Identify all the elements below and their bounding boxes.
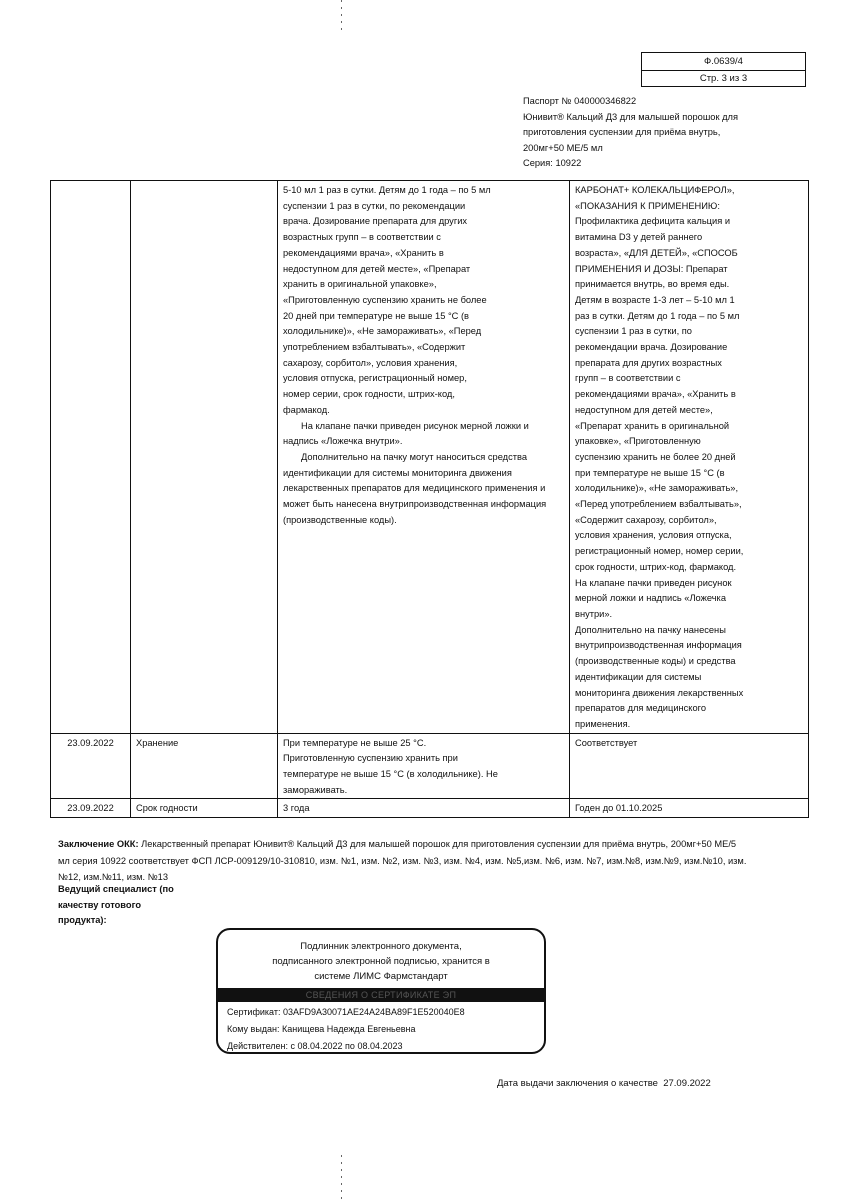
certificate-validity: Действителен: с 08.04.2022 по 08.04.2023 (227, 1041, 403, 1051)
result-cell: Годен до 01.10.2025 (570, 799, 809, 818)
certificate-details (227, 1004, 465, 1054)
certificate-band: СВЕДЕНИЯ О СЕРТИФИКАТЕ ЭП (218, 988, 544, 1002)
product-name-line: приготовления суспензии для приёма внутрь, (523, 127, 721, 138)
signature-notice-line: системе ЛИМС Фармстандарт (314, 971, 448, 982)
signature-notice (218, 939, 544, 984)
text-line: «ПОКАЗАНИЯ К ПРИМЕНЕНИЮ: (575, 200, 720, 211)
text-line: «Перед употреблением взбалтывать», (575, 499, 742, 510)
passport-header (523, 94, 793, 172)
issue-date (497, 1078, 711, 1089)
indicator-cell: Срок годности (131, 799, 278, 818)
text-line: употреблением взбалтывать», «Содержит (283, 342, 466, 353)
text-line: «Препарат хранить в оригинальной (575, 420, 730, 431)
text-line: условия отпуска, регистрационный номер, (283, 373, 467, 384)
requirement-text (283, 183, 564, 419)
specialist-label (58, 882, 198, 929)
text-line: суспензии 1 раз в сутки, по (575, 326, 692, 337)
text-line: сахарозу, сорбитол», условия хранения, (283, 357, 458, 368)
text-line: регистрационный номер, номер серии, (575, 546, 744, 557)
requirement-cell (278, 181, 570, 734)
text-line: упаковке», «Приготовленную (575, 436, 701, 447)
text-line: возрастных групп – в соответствии с (283, 232, 441, 243)
requirement-text (283, 801, 564, 817)
table-row (51, 733, 809, 799)
date-cell (51, 181, 131, 734)
text-line: Дополнительно на пачку нанесены (575, 624, 726, 635)
requirement-paragraph: Дополнительно на пачку могут наноситься средства идентификации для системы мониторинга движения лекарственных препаратов для медицинского применения и может быть нанесена внутрипроизводственная информация (производственные коды). (283, 451, 547, 525)
text-line: мерной ложки и надпись «Ложечка (575, 593, 726, 604)
text-line: хранить в оригинальной упаковке», (283, 279, 437, 290)
batch-series: Серия: 10922 (523, 158, 582, 169)
text-line: ПРИМЕНЕНИЯ И ДОЗЫ: Препарат (575, 263, 728, 274)
indicator-cell: Хранение (131, 733, 278, 799)
text-line: раз в сутки. Детям до 1 года – по 5 мл (575, 310, 740, 321)
text-line: 5-10 мл 1 раз в сутки. Детям до 1 года – по 5 мл (283, 185, 491, 195)
table-row (51, 799, 809, 818)
fold-mark-bottom (341, 1155, 342, 1200)
text-line: возраста», «ДЛЯ ДЕТЕЙ», «СПОСОБ (575, 247, 738, 258)
conclusion (58, 836, 748, 886)
text-line: рекомендациями врача», «Хранить в (283, 247, 444, 258)
text-line: принимается внутрь, во время еды. (575, 279, 730, 290)
text-line: недоступном для детей месте», «Препарат (283, 263, 471, 274)
issue-date-value: 27.09.2022 (663, 1078, 711, 1089)
text-line: «Приготовленную суспензию хранить не более (283, 294, 487, 305)
text-line: суспензии 1 раз в сутки, по рекомендации (283, 200, 466, 211)
text-line: КАРБОНАТ+ КОЛЕКАЛЬЦИФЕРОЛ», (575, 185, 735, 195)
text-line: рекомендации врача. Дозирование (575, 342, 728, 353)
text-line: врача. Дозирование препарата для других (283, 216, 468, 227)
text-line: Детям в возрасте 1-3 лет – 5-10 мл 1 (575, 294, 735, 305)
text-line: (производственные коды) и средства (575, 656, 736, 667)
conclusion-text: Лекарственный препарат Юнивит® Кальций Д3 для малышей порошок для приготовления суспензии для приёма внутрь, 200мг+50 МЕ/5 мл серия 10922 соответствует ФСП ЛСР-009129/10-310810, изм. №1, изм. №2, изм. №3, изм. №4, изм. №5,изм. №6, изм. №7, изм.№8, изм.№9, изм.№10, изм.№12, изм.№11, изм. №13 (58, 839, 747, 882)
text-line: холодильнике)», «Не замораживать», «Перед (283, 326, 482, 337)
text-line: суспензию хранить не более 20 дней (575, 451, 736, 462)
text-line: недоступном для детей месте», (575, 404, 713, 415)
text-line: условия хранения, условия отпуска, (575, 530, 732, 541)
text-line: витамина D3 у детей раннего (575, 232, 703, 243)
product-dosage: 200мг+50 МЕ/5 мл (523, 142, 603, 153)
text-line: групп – в соответствии с (575, 373, 681, 384)
text-line: Профилактика дефицита кальция и (575, 216, 731, 227)
certificate-owner: Кому выдан: Канищева Надежда Евгеньевна (227, 1024, 416, 1034)
issue-date-label: Дата выдачи заключения о качестве (497, 1078, 658, 1089)
signature-notice-line: подписанного электронной подписью, хранится в (272, 956, 490, 967)
form-code-box (641, 52, 806, 87)
text-line: мониторинга движения лекарственных (575, 687, 744, 698)
text-line: внутрипроизводственная информация (575, 640, 742, 651)
requirement-cell (278, 733, 570, 799)
specialist-line: качеству готового (58, 899, 142, 910)
text-line: рекомендациями врача», «Хранить в (575, 389, 736, 400)
table-row (51, 181, 809, 734)
text-line: фармакод. (283, 404, 330, 415)
text-line: срок годности, штрих-код, фармакод. (575, 561, 737, 572)
passport-number: Паспорт № 040000346822 (523, 96, 637, 106)
text-line: холодильнике)», «Не замораживать», (575, 483, 739, 494)
text-line: внутри». (575, 608, 613, 619)
indicator-cell (131, 181, 278, 734)
text-line: применения. (575, 718, 631, 729)
specialist-line: Ведущий специалист (по (58, 884, 174, 894)
result-cell: Соответствует (570, 733, 809, 799)
page-info: Стр. 3 из 3 (699, 73, 748, 85)
requirement-paragraph: На клапане пачки приведен рисунок мерной ложки и надпись «Ложечка внутри». (283, 420, 529, 447)
text-line: идентификации для системы (575, 671, 702, 682)
conclusion-label: Заключение ОКК: (58, 839, 139, 849)
text-line: при температуре не выше 15 °С (в (575, 467, 725, 478)
text-line: При температуре не выше 25 °С. (283, 737, 427, 748)
text-line: На клапане пачки приведен рисунок (575, 577, 732, 588)
text-line: препаратов для медицинского (575, 703, 707, 714)
text-line: «Содержит сахарозу, сорбитол», (575, 514, 717, 525)
text-line: препарата для других возрастных (575, 357, 722, 368)
specialist-line: продукта): (58, 915, 107, 925)
text-line: 3 года (283, 803, 310, 814)
date-cell: 23.09.2022 (51, 733, 131, 799)
requirement-text (283, 736, 564, 799)
fold-mark-top (341, 0, 342, 30)
text-line: 20 дней при температуре не выше 15 °С (в (283, 310, 469, 321)
date-cell: 23.09.2022 (51, 799, 131, 818)
text-line: температуре не выше 15 °С (в холодильнике). Не (283, 769, 498, 780)
certificate-number: Сертификат: 03AFD9A30071AE24A24BA89F1E520040E8 (227, 1007, 465, 1017)
requirement-cell (278, 799, 570, 818)
electronic-signature-stamp (216, 928, 546, 1054)
text-line: номер серии, срок годности, штрих-код, (283, 389, 455, 400)
text-line: Приготовленную суспензию хранить при (283, 753, 458, 764)
result-cell (570, 181, 809, 734)
signature-notice-line: Подлинник электронного документа, (300, 941, 462, 952)
text-line: замораживать. (283, 784, 348, 795)
result-text (575, 183, 803, 733)
product-name-line: Юнивит® Кальций Д3 для малышей порошок для (523, 111, 738, 122)
form-code: Ф.0639/4 (642, 53, 805, 71)
quality-table (50, 180, 809, 818)
